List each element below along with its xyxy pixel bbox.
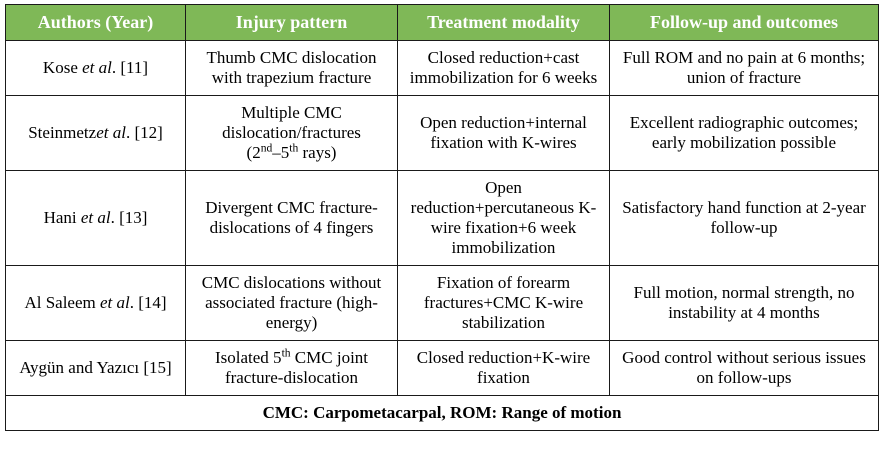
cell-injury-pattern <box>186 341 398 396</box>
cell-treatment-modality: Closed reduction+K-wire fixation <box>398 341 610 396</box>
injury-line-3-suffix: rays) <box>298 142 337 162</box>
ordinal-th: th <box>281 346 291 360</box>
table-row <box>6 95 879 170</box>
injury-line-3-prefix: (2 <box>246 142 261 162</box>
column-header-treatment-modality: Treatment modality <box>398 5 610 41</box>
cell-injury-pattern <box>186 95 398 170</box>
authors-suffix: . [13] <box>110 207 148 227</box>
cell-followup-outcomes: Good control without serious issues on follow-ups <box>610 341 879 396</box>
authors-prefix: Al Saleem <box>24 293 100 313</box>
authors-prefix: Hani <box>43 207 81 227</box>
injury-line-2: dislocation/fractures <box>222 122 361 142</box>
authors-suffix: . [11] <box>111 57 149 77</box>
authors-italic: et al <box>99 293 130 313</box>
column-header-injury-pattern: Injury pattern <box>186 5 398 41</box>
cell-authors <box>6 40 186 95</box>
column-header-followup-outcomes: Follow-up and outcomes <box>610 5 879 41</box>
table-footnote: CMC: Carpometacarpal, ROM: Range of motion <box>6 396 879 431</box>
table-row <box>6 341 879 396</box>
injury-line-1: Multiple CMC <box>241 102 342 122</box>
cell-injury-pattern: Thumb CMC dislocation with trapezium fracture <box>186 40 398 95</box>
authors-suffix: . [12] <box>125 122 163 142</box>
authors-prefix: Steinmetz <box>28 122 97 142</box>
injury-suffix: CMC joint fracture-dislocation <box>224 348 369 388</box>
cell-authors <box>6 170 186 265</box>
table-row <box>6 40 879 95</box>
cell-treatment-modality: Fixation of forearm fractures+CMC K-wire stabilization <box>398 266 610 341</box>
cell-treatment-modality: Closed reduction+cast immobilization for 6 weeks <box>398 40 610 95</box>
cell-followup-outcomes: Full ROM and no pain at 6 months; union of fracture <box>610 40 879 95</box>
injury-line-3-middle: –5 <box>272 142 290 162</box>
table-row <box>6 266 879 341</box>
cell-followup-outcomes: Excellent radiographic outcomes; early mobilization possible <box>610 95 879 170</box>
cell-treatment-modality: Open reduction+internal fixation with K-wires <box>398 95 610 170</box>
cell-authors <box>6 95 186 170</box>
cell-followup-outcomes: Satisfactory hand function at 2-year follow-up <box>610 170 879 265</box>
ordinal-nd: nd <box>260 141 273 155</box>
cell-treatment-modality: Open reduction+percutaneous K-wire fixation+6 week immobilization <box>398 170 610 265</box>
cell-injury-pattern: CMC dislocations without associated fracture (high-energy) <box>186 266 398 341</box>
column-header-authors: Authors (Year) <box>6 5 186 41</box>
table-row <box>6 170 879 265</box>
authors-suffix: . [14] <box>129 293 167 313</box>
cell-authors <box>6 266 186 341</box>
table-header-row <box>6 5 879 41</box>
authors-italic: et al <box>96 122 126 142</box>
study-summary-table <box>5 4 879 431</box>
table-footnote-row <box>6 396 879 431</box>
authors-italic: et al <box>80 207 111 227</box>
cell-authors: Aygün and Yazıcı [15] <box>6 341 186 396</box>
authors-italic: et al <box>82 57 112 77</box>
injury-prefix: Isolated 5 <box>214 348 282 368</box>
authors-prefix: Kose <box>42 57 83 77</box>
cell-followup-outcomes: Full motion, normal strength, no instability at 4 months <box>610 266 879 341</box>
cell-injury-pattern: Divergent CMC fracture-dislocations of 4 fingers <box>186 170 398 265</box>
ordinal-th: th <box>289 141 299 155</box>
